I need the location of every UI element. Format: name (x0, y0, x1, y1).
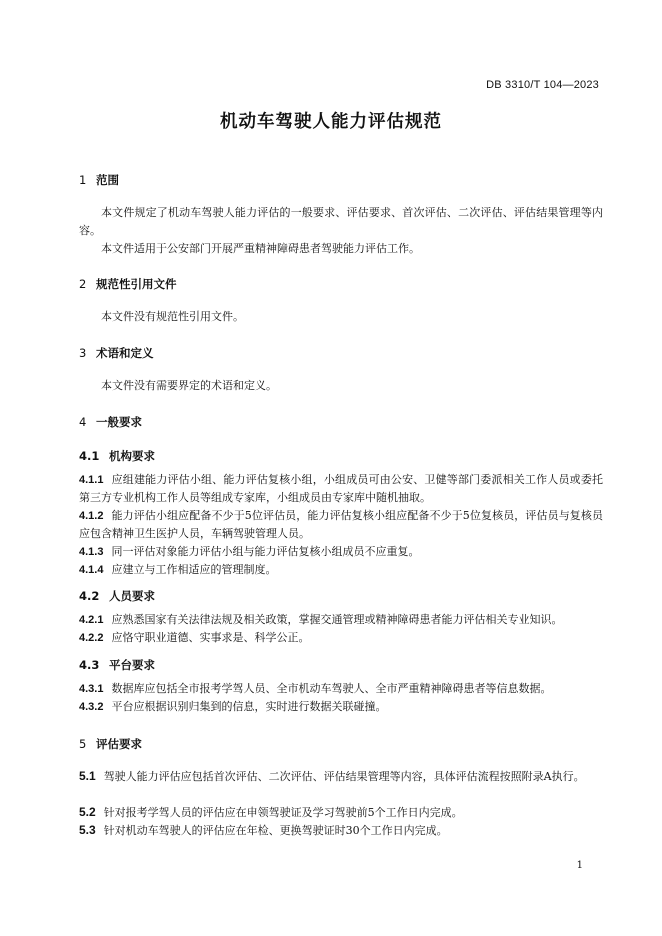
section-3-heading (79, 345, 154, 361)
clause-number: 4.1.3 (79, 546, 104, 558)
clause-4-1-3 (79, 543, 603, 561)
section-title: 术语和定义 (96, 346, 154, 360)
section-title: 评估要求 (96, 737, 142, 751)
clause-4-3-1 (79, 680, 603, 698)
clause-4-1-2 (79, 507, 603, 543)
subsection-4-1-heading (79, 448, 155, 464)
clause-number: 4.3.1 (79, 683, 104, 695)
clause-text: 应组建能力评估小组、能力评估复核小组，小组成员可由公安、卫健等部门委派相关工作人员或委托第三方专业机构工作人员等组成专家库，小组成员由专家库中随机抽取。 (79, 473, 603, 504)
clause-text: 针对报考学驾人员的评估应在申领驾驶证及学习驾驶前5个工作日内完成。 (103, 806, 463, 819)
document-code: DB 3310/T 104—2023 (486, 79, 599, 91)
section-1-paragraph-2: 本文件适用于公安部门开展严重精神障碍患者驾驶能力评估工作。 (101, 242, 420, 255)
page-number: 1 (576, 860, 583, 871)
subsection-title: 机构要求 (109, 449, 155, 463)
section-1-heading (79, 172, 119, 188)
clause-4-3-2 (79, 698, 603, 716)
clause-text: 同一评估对象能力评估小组与能力评估复核小组成员不应重复。 (111, 545, 420, 558)
clause-text: 针对机动车驾驶人的评估应在年检、更换驾驶证时30个工作日内完成。 (103, 824, 448, 837)
section-5-heading (79, 736, 142, 752)
section-2-heading (79, 276, 177, 292)
subsection-number: 4.1 (79, 449, 100, 463)
section-number: 4 (79, 415, 87, 429)
section-title: 范围 (96, 173, 119, 187)
clause-number: 4.2.1 (79, 614, 104, 626)
clause-number: 5.1 (79, 769, 96, 783)
section-4-heading (79, 414, 142, 430)
subsection-title: 人员要求 (109, 589, 155, 603)
document-title: 机动车驾驶人能力评估规范 (220, 112, 442, 132)
clause-4-2-2 (79, 629, 603, 647)
section-number: 3 (79, 346, 87, 360)
clause-text: 应建立与工作相适应的管理制度。 (111, 563, 277, 576)
clause-text: 驾驶人能力评估应包括首次评估、二次评估、评估结果管理等内容，具体评估流程按照附录A执行。 (103, 770, 585, 783)
clause-5-1 (79, 767, 603, 786)
clause-5-3 (79, 821, 603, 840)
section-2-paragraph-1: 本文件没有规范性引用文件。 (101, 310, 244, 323)
clause-text: 应熟悉国家有关法律法规及相关政策，掌握交通管理或精神障碍患者能力评估相关专业知识。 (111, 613, 563, 626)
section-title: 一般要求 (96, 415, 142, 429)
section-number: 5 (79, 737, 87, 751)
section-1-paragraph-1: 本文件规定了机动车驾驶人能力评估的一般要求、评估要求、首次评估、二次评估、评估结果管理等内容。 (79, 206, 603, 237)
subsection-title: 平台要求 (109, 658, 155, 672)
subsection-4-2-heading (79, 588, 155, 604)
clause-number: 5.3 (79, 823, 96, 837)
subsection-number: 4.3 (79, 658, 100, 672)
clause-4-1-4 (79, 561, 603, 579)
clause-text: 平台应根据识别归集到的信息，实时进行数据关联碰撞。 (111, 700, 387, 713)
clause-number: 4.3.2 (79, 701, 104, 713)
clause-number: 4.1.4 (79, 564, 104, 576)
clause-text: 能力评估小组应配备不少于5位评估员，能力评估复核小组应配备不少于5位复核员，评估员与复核员应包含精神卫生医护人员，车辆驾驶管理人员。 (79, 509, 603, 540)
section-title: 规范性引用文件 (96, 277, 177, 291)
clause-4-2-1 (79, 611, 603, 629)
clause-4-1-1 (79, 471, 603, 507)
subsection-4-3-heading (79, 657, 155, 673)
clause-5-2 (79, 803, 603, 822)
clause-number: 4.2.2 (79, 632, 104, 644)
clause-text: 应恪守职业道德、实事求是、科学公正。 (111, 631, 310, 644)
section-3-paragraph-1: 本文件没有需要界定的术语和定义。 (101, 379, 277, 392)
section-number: 1 (79, 173, 87, 187)
clause-number: 4.1.2 (79, 510, 104, 522)
clause-number: 4.1.1 (79, 474, 104, 486)
clause-text: 数据库应包括全市报考学驾人员、全市机动车驾驶人、全市严重精神障碍患者等信息数据。 (111, 682, 552, 695)
subsection-number: 4.2 (79, 589, 100, 603)
section-number: 2 (79, 277, 87, 291)
clause-number: 5.2 (79, 805, 96, 819)
